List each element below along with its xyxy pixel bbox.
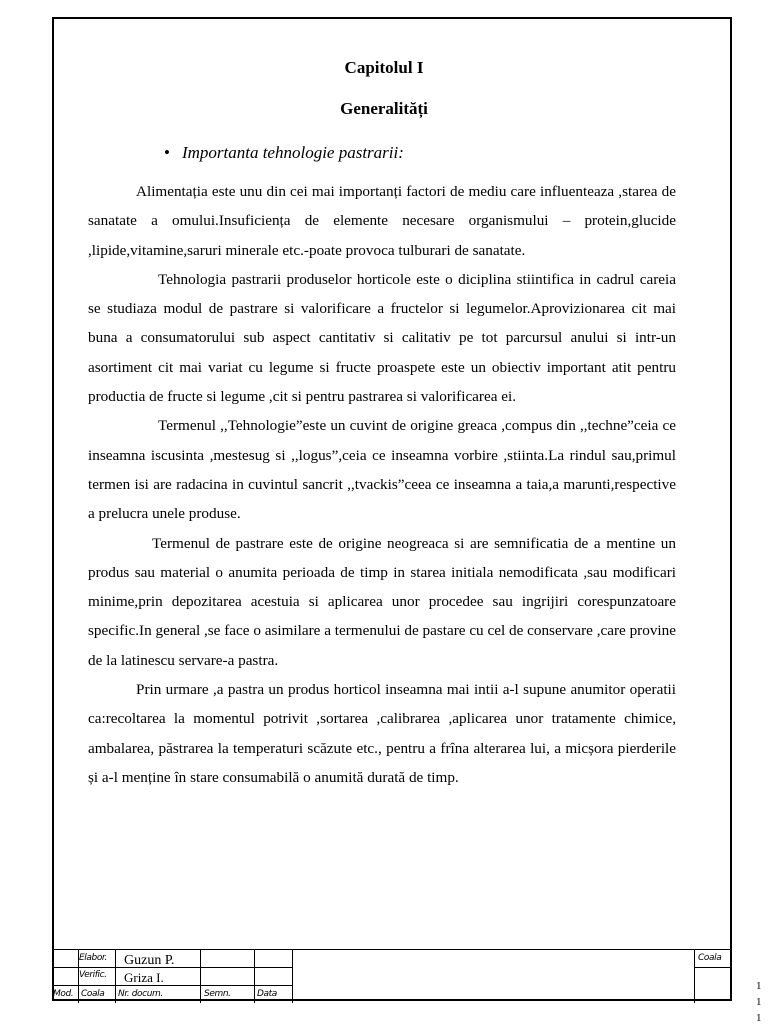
verific-name: Griza I. bbox=[124, 970, 164, 985]
sheet-label: Coala bbox=[698, 953, 722, 963]
page-mark: 1 bbox=[756, 980, 762, 992]
title-block bbox=[52, 949, 732, 1003]
elabor-label: Elabor. bbox=[79, 953, 107, 963]
document-body bbox=[88, 177, 676, 792]
title-block-row-line bbox=[52, 985, 292, 986]
title-block-col-line bbox=[292, 950, 293, 1003]
paragraph: Termenul de pastrare este de origine neogreaca si are semnificatia de a mentine un produs sau material o anumita perioada de timp in starea initiala nemodificata ,sau modificari minime,prin depozitarea acestuia si aplicarea unor procedee sau ingrijiri corespunzatoare specific.In general ,se face o asimilare a termenului de pastare cu cel de conservare ,care provine de la latinescu servare-a pastra. bbox=[88, 534, 676, 669]
title-block-col-line bbox=[115, 950, 116, 1003]
title-block-row-line bbox=[694, 967, 732, 968]
title-block-col-line bbox=[254, 950, 255, 1003]
paragraph: Prin urmare ,a pastra un produs horticol inseamna mai intii a-l supune anumitor operatii ca:recoltarea la momentul potrivit ,sortarea ,calibrarea ,aplicarea unor tratamente chimice, ambalarea, păstrarea la temperaturi scăzute etc., pentru a frîna alterarea lui, a micșora pierderile și a-l menține în stare consumabilă o anumită durată de timp. bbox=[88, 681, 676, 786]
bullet-heading bbox=[164, 143, 404, 163]
page-marks bbox=[756, 978, 762, 1026]
paragraph: Tehnologia pastrarii produselor horticole este o diciplina stiintifica in cadrul careia se studiaza modul de pastrare si valorificare a fructelor si legumelor.Aprovizionarea cit mai buna a consumatorului sub aspect cantitativ si calitativ pe tot parcursul anului si intr-un asortiment cit mai variat cu legume si fructe proaspete este un obiectiv important atit pentru productia de fructe si legume ,cit si pentru pastrarea si valorificarea ei. bbox=[88, 270, 676, 406]
title-block-col-line bbox=[694, 950, 695, 1003]
mod-label: Mod. bbox=[53, 989, 74, 999]
data-label: Data bbox=[257, 989, 277, 999]
elabor-name: Guzun P. bbox=[124, 953, 175, 968]
page-mark: 1 bbox=[756, 1012, 762, 1024]
section-title: Generalități bbox=[340, 99, 428, 118]
paragraph: Alimentația este unu din cei mai importanți factori de mediu care influenteaza ,starea de sanatate a omului.Insuficiența de elemente necesare organismului – protein,glucide ,lipide,vitamine,saruri minerale etc.-poate provoca tulburari de sanatate. bbox=[88, 183, 676, 259]
page-mark: 1 bbox=[756, 996, 762, 1008]
bullet-text: Importanta tehnologie pastrarii: bbox=[181, 143, 404, 162]
semn-label: Semn. bbox=[204, 989, 231, 999]
coala-label: Coala bbox=[81, 989, 105, 999]
chapter-title: Capitolul I bbox=[344, 58, 424, 77]
nr-docum-label: Nr. docum. bbox=[118, 989, 163, 999]
verific-label: Verific. bbox=[79, 970, 107, 980]
title-block-col-line bbox=[200, 950, 201, 1003]
bullet-icon: • bbox=[164, 143, 170, 162]
paragraph: Termenul ,,Tehnologie”este un cuvint de origine greaca ,compus din ,,techne”ceia ce inseamna iscusinta ,mestesug si ,,logus”,ceia ce inseamna vorbire ,stiinta.La rindul sau,primul termen isi are radacina in cuvintul sancrit ,,tvackis”ceea ce inseamna a taia,a marunti,respective a prelucra unele produse. bbox=[88, 417, 676, 523]
